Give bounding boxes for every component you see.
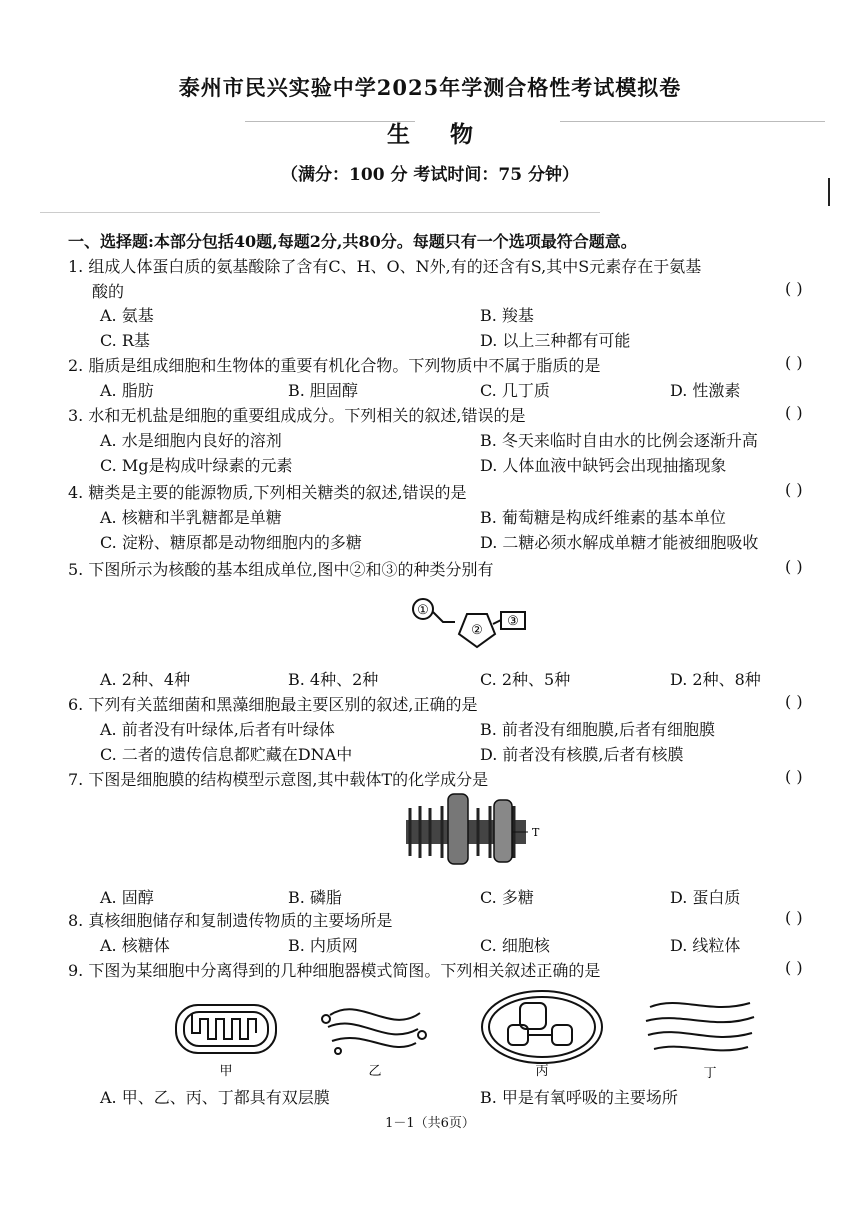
question-6-options-row1 [0, 717, 860, 741]
question-7: 7. 下图是细胞膜的结构模型示意图,其中载体T的化学成分是 ( ) [68, 767, 803, 789]
question-6-options-row2 [0, 742, 860, 766]
label-3: ③ [507, 614, 519, 629]
answer-bracket: ( ) [785, 480, 803, 499]
nucleotide-diagram [405, 592, 535, 652]
label-2: ② [471, 623, 483, 638]
option: C. 细胞核 [480, 936, 550, 955]
question-9-options [0, 1085, 860, 1109]
option: B. 冬天来临时自由水的比例会逐渐升高 [480, 431, 758, 450]
answer-bracket: ( ) [785, 279, 803, 298]
option: D. 线粒体 [670, 936, 741, 955]
section-heading: 一、选择题:本部分包括40题,每题2分,共80分。每题只有一个选项最符合题意。 [68, 232, 637, 251]
question-5: 5. 下图所示为核酸的基本组成单位,图中②和③的种类分别有 ( ) [68, 557, 803, 579]
answer-bracket: ( ) [785, 958, 803, 977]
question-8-options [0, 933, 860, 957]
option: D. 性激素 [670, 381, 741, 400]
question-9: 9. 下图为某细胞中分离得到的几种细胞器模式简图。下列相关叙述正确的是 ( ) [68, 958, 803, 980]
option: B. 葡萄糖是构成纤维素的基本单位 [480, 508, 726, 527]
label-ding: 丁 [703, 1066, 717, 1080]
option: A. 前者没有叶绿体,后者有叶绿体 [100, 720, 335, 739]
option: A. 核糖体 [100, 936, 170, 955]
answer-bracket: ( ) [785, 767, 803, 786]
option: A. 水是细胞内良好的溶剂 [100, 431, 282, 450]
option: C. 多糖 [480, 888, 534, 907]
question-5-options [0, 667, 860, 691]
question-1-options-row2 [0, 328, 860, 352]
question-1: 1. 组成人体蛋白质的氨基酸除了含有C、H、O、N外,有的还含有S,其中S元素存在于氨基 [68, 257, 702, 276]
cell-membrane-diagram [400, 790, 550, 870]
label-t: T [532, 826, 540, 839]
bond-line [493, 620, 501, 624]
option: C. 几丁质 [480, 381, 550, 400]
option: C. Mg是构成叶绿素的元素 [100, 456, 293, 475]
endoplasmic-reticulum-figure [322, 1009, 426, 1054]
header-divider [40, 212, 600, 213]
option: D. 蛋白质 [670, 888, 741, 907]
question-4-options-row1 [0, 505, 860, 529]
option: A. 甲、乙、丙、丁都具有双层膜 [100, 1088, 330, 1107]
exam-title: 泰州市民兴实验中学2025年学测合格性考试模拟卷 [178, 75, 682, 100]
option: C. 二者的遗传信息都贮藏在DNA中 [100, 745, 353, 764]
option: B. 胆固醇 [288, 381, 358, 400]
option: B. 前者没有细胞膜,后者有细胞膜 [480, 720, 716, 739]
question-6: 6. 下列有关蓝细菌和黑藻细胞最主要区别的叙述,正确的是 ( ) [68, 692, 803, 714]
chloroplast-figure [482, 991, 602, 1063]
option: B. 4种、2种 [288, 670, 379, 689]
exam-subject: 生物 [387, 121, 513, 148]
question-4-options-row2 [0, 530, 860, 554]
option: B. 内质网 [288, 936, 358, 955]
option: D. 以上三种都有可能 [480, 331, 631, 350]
question-7-options [0, 885, 860, 909]
option: A. 氨基 [100, 306, 154, 325]
exam-meta: （满分：100 分 考试时间：75 分钟） [281, 165, 579, 185]
organelles-diagram [170, 985, 770, 1080]
question-1-cont: 酸的 ( ) [92, 279, 803, 301]
label-1: ① [417, 603, 429, 618]
answer-bracket: ( ) [785, 557, 803, 576]
option: A. 固醇 [100, 888, 154, 907]
answer-bracket: ( ) [785, 692, 803, 711]
answer-bracket: ( ) [785, 353, 803, 372]
question-3: 3. 水和无机盐是细胞的重要组成成分。下列相关的叙述,错误的是 ( ) [68, 403, 803, 425]
option: C. 2种、5种 [480, 670, 571, 689]
question-8: 8. 真核细胞储存和复制遗传物质的主要场所是 ( ) [68, 908, 803, 930]
option: D. 前者没有核膜,后者有核膜 [480, 745, 684, 764]
question-2-options [0, 378, 860, 402]
question-3-options-row1 [0, 428, 860, 452]
option: C. 淀粉、糖原都是动物细胞内的多糖 [100, 533, 362, 552]
option: C. R基 [100, 331, 150, 350]
golgi-figure [646, 1003, 754, 1050]
bond-line [433, 612, 455, 622]
option: D. 人体血液中缺钙会出现抽搐现象 [480, 456, 727, 475]
option: B. 羧基 [480, 306, 534, 325]
answer-bracket: ( ) [785, 403, 803, 422]
label-bing: 丙 [535, 1064, 549, 1079]
page-footer: 1－1（共6页） [385, 1116, 475, 1131]
option: A. 2种、4种 [100, 670, 191, 689]
option: D. 二糖必须水解成单糖才能被细胞吸收 [480, 533, 759, 552]
question-2: 2. 脂质是组成细胞和生物体的重要有机化合物。下列物质中不属于脂质的是 ( ) [68, 353, 803, 375]
question-4: 4. 糖类是主要的能源物质,下列相关糖类的叙述,错误的是 ( ) [68, 480, 803, 502]
option: B. 甲是有氧呼吸的主要场所 [480, 1088, 678, 1107]
question-1-options-row1 [0, 303, 860, 327]
option: A. 核糖和半乳糖都是单糖 [100, 508, 282, 527]
channel-protein [448, 794, 468, 864]
answer-bracket: ( ) [785, 908, 803, 927]
label-jia: 甲 [219, 1064, 233, 1079]
margin-mark [828, 178, 830, 206]
question-3-options-row2 [0, 453, 860, 477]
mitochondrion-figure [176, 1005, 276, 1053]
carrier-protein-t [494, 800, 512, 862]
option: A. 脂肪 [100, 381, 154, 400]
option: D. 2种、8种 [670, 670, 761, 689]
option: B. 磷脂 [288, 888, 342, 907]
label-yi: 乙 [368, 1064, 382, 1079]
